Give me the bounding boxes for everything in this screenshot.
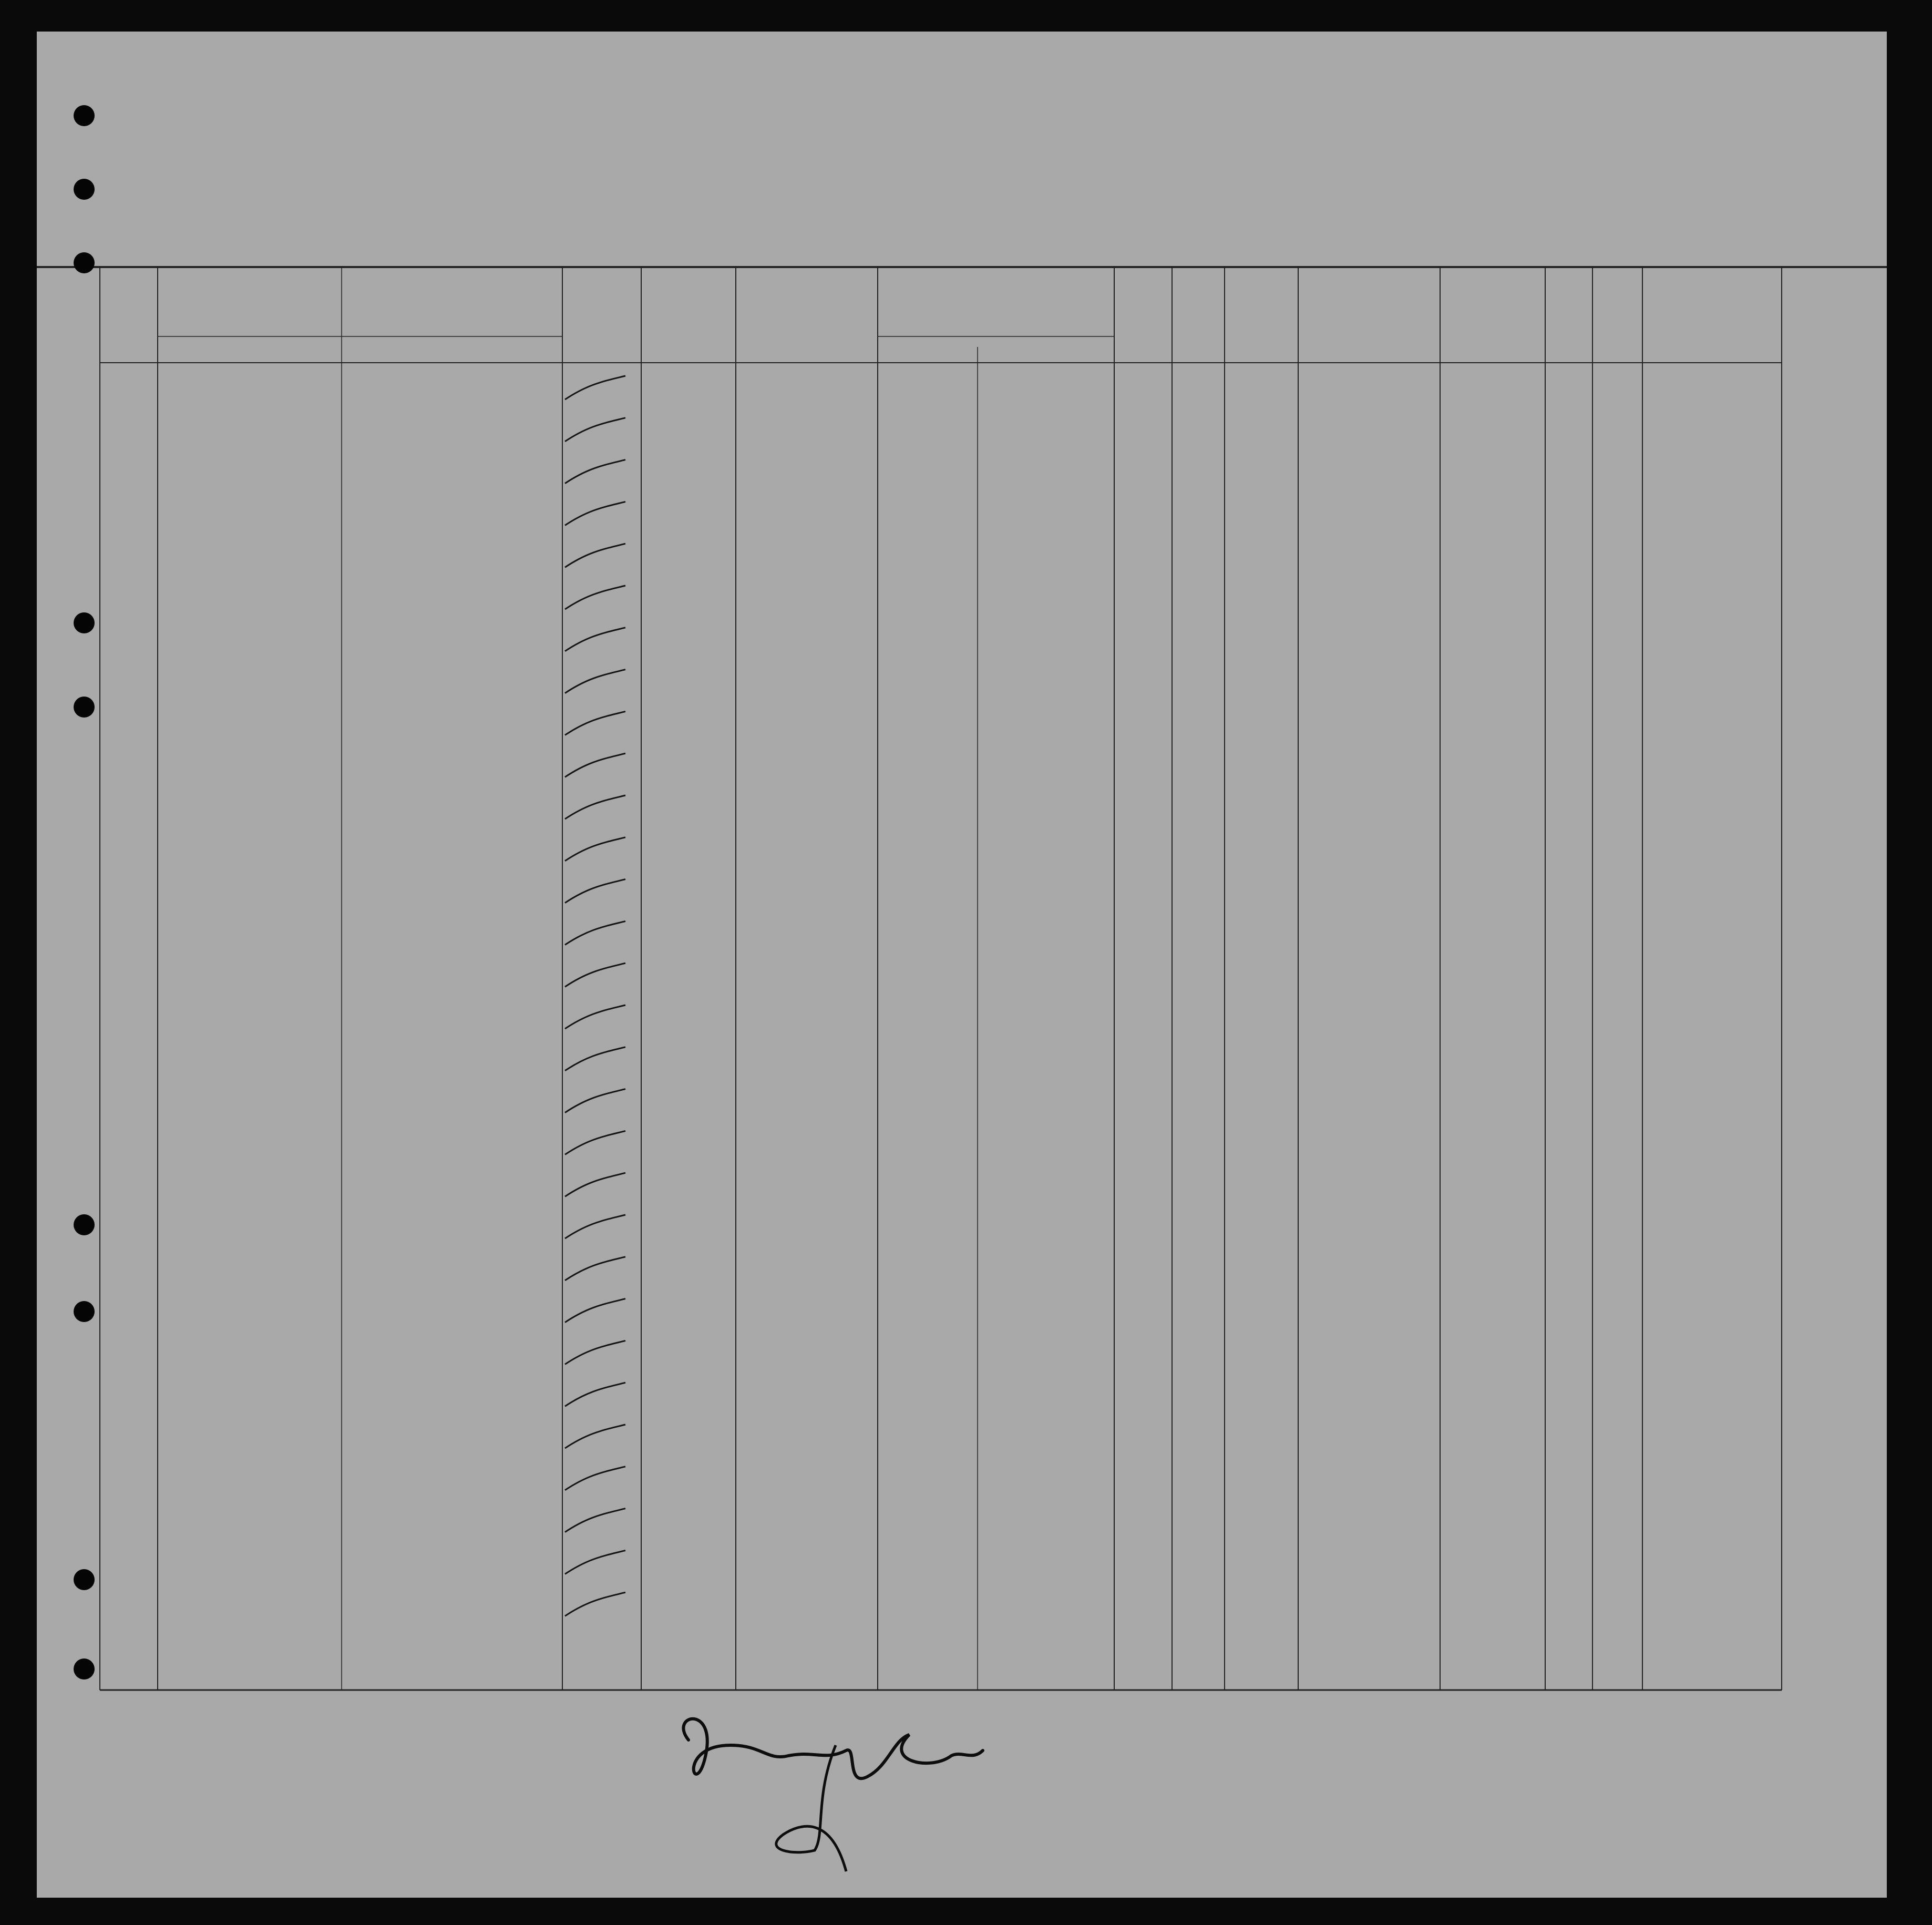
pen-check-mark xyxy=(565,837,625,861)
punch-hole xyxy=(74,1301,95,1322)
line-row xyxy=(110,1706,131,1723)
pen-check-mark xyxy=(565,501,625,525)
punch-hole xyxy=(74,612,95,633)
pen-check-mark xyxy=(565,1299,625,1323)
pen-check-mark xyxy=(565,1383,625,1406)
pen-check-mark xyxy=(565,1005,625,1029)
punch-hole xyxy=(74,252,95,273)
agents-row xyxy=(110,1764,131,1780)
pen-check-mark xyxy=(565,418,625,442)
pen-check-mark xyxy=(565,1509,625,1532)
pen-check-mark xyxy=(565,460,625,484)
manifest-grid-lines xyxy=(37,32,1887,1898)
pen-check-mark xyxy=(565,963,625,987)
pen-check-mark xyxy=(565,670,625,693)
punch-hole xyxy=(74,179,95,200)
pen-check-mark xyxy=(565,1215,625,1238)
pen-check-mark xyxy=(565,1089,625,1113)
pen-check-mark xyxy=(565,795,625,819)
punch-hole xyxy=(74,105,95,126)
pen-check-mark xyxy=(565,1425,625,1448)
pen-check-mark xyxy=(565,1467,625,1490)
manifest-sheet xyxy=(37,32,1887,1898)
punch-hole xyxy=(74,1658,95,1680)
pen-check-mark xyxy=(565,1047,625,1071)
inspector-signature xyxy=(657,1682,1025,1892)
pen-check-mark xyxy=(565,1550,625,1574)
pen-check-mark xyxy=(565,711,625,735)
punch-hole xyxy=(74,1569,95,1590)
pen-check-mark xyxy=(565,1131,625,1154)
pen-check-mark xyxy=(565,628,625,651)
pen-check-mark xyxy=(565,921,625,945)
pen-check-mark xyxy=(565,1592,625,1616)
pen-check-mark xyxy=(565,753,625,777)
pen-check-mark xyxy=(565,376,625,400)
punch-hole xyxy=(74,697,95,718)
pen-check-mark xyxy=(565,1173,625,1196)
pen-check-mark xyxy=(565,1340,625,1364)
pen-check-mark xyxy=(565,544,625,567)
pen-check-mark xyxy=(565,879,625,903)
pen-check-mark xyxy=(565,1257,625,1281)
owners-row xyxy=(110,1735,131,1752)
punch-hole xyxy=(74,1214,95,1235)
pen-check-mark xyxy=(565,586,625,609)
